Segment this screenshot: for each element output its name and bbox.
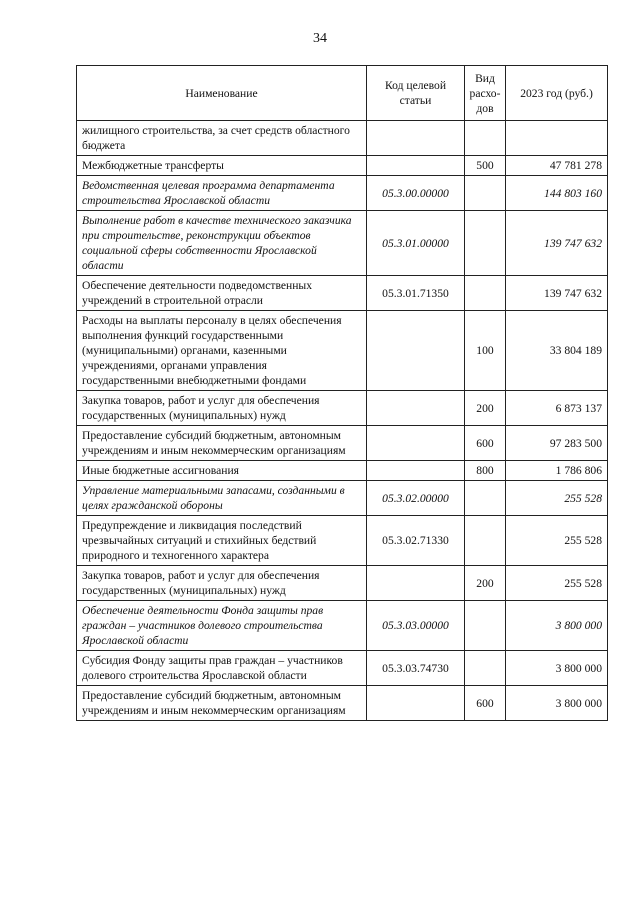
row-kind xyxy=(465,516,506,566)
row-kind xyxy=(465,211,506,276)
row-code xyxy=(367,311,465,391)
table-header-row xyxy=(77,66,608,121)
row-code: 05.3.03.74730 xyxy=(367,651,465,686)
row-name: Иные бюджетные ассигнования xyxy=(77,461,367,481)
row-kind xyxy=(465,276,506,311)
row-sum: 139 747 632 xyxy=(506,211,608,276)
row-code: 05.3.02.71330 xyxy=(367,516,465,566)
row-code xyxy=(367,426,465,461)
row-sum: 1 786 806 xyxy=(506,461,608,481)
row-name: Предупреждение и ликвидация последствий чрезвычайных ситуаций и стихийных бедствий природного и техногенного характера xyxy=(77,516,367,566)
row-code xyxy=(367,686,465,721)
row-code xyxy=(367,156,465,176)
row-name: Предоставление субсидий бюджетным, автономным учреждениям и иным некоммерческим организациям xyxy=(77,426,367,461)
row-name: Расходы на выплаты персоналу в целях обеспечения выполнения функций государственными (муниципальными) органами, казенными учреждениями, органами управления государственными внебюджетными фондами xyxy=(77,311,367,391)
row-sum xyxy=(506,121,608,156)
row-code: 05.3.01.71350 xyxy=(367,276,465,311)
row-name: жилищного строительства, за счет средств областного бюджета xyxy=(77,121,367,156)
table-row xyxy=(77,121,608,156)
row-sum: 3 800 000 xyxy=(506,601,608,651)
row-code: 05.3.03.00000 xyxy=(367,601,465,651)
row-kind: 100 xyxy=(465,311,506,391)
row-kind: 800 xyxy=(465,461,506,481)
row-kind xyxy=(465,121,506,156)
row-sum: 33 804 189 xyxy=(506,311,608,391)
row-kind: 200 xyxy=(465,566,506,601)
table-row xyxy=(77,391,608,426)
table-row xyxy=(77,176,608,211)
row-kind xyxy=(465,481,506,516)
row-code: 05.3.02.00000 xyxy=(367,481,465,516)
row-name: Закупка товаров, работ и услуг для обеспечения государственных (муниципальных) нужд xyxy=(77,391,367,426)
header-sum: 2023 год (руб.) xyxy=(506,66,608,121)
header-name: Наименование xyxy=(77,66,367,121)
table-row xyxy=(77,481,608,516)
row-kind xyxy=(465,601,506,651)
row-code xyxy=(367,566,465,601)
row-code xyxy=(367,461,465,481)
table-row xyxy=(77,516,608,566)
row-name: Закупка товаров, работ и услуг для обеспечения государственных (муниципальных) нужд xyxy=(77,566,367,601)
row-sum: 47 781 278 xyxy=(506,156,608,176)
row-sum: 255 528 xyxy=(506,481,608,516)
row-name: Обеспечение деятельности подведомственных учреждений в строительной отрасли xyxy=(77,276,367,311)
row-sum: 144 803 160 xyxy=(506,176,608,211)
budget-table xyxy=(76,65,608,721)
row-kind: 600 xyxy=(465,686,506,721)
row-name: Межбюджетные трансферты xyxy=(77,156,367,176)
row-code xyxy=(367,121,465,156)
page-number: 34 xyxy=(313,31,327,46)
row-code: 05.3.01.00000 xyxy=(367,211,465,276)
row-name: Обеспечение деятельности Фонда защиты прав граждан – участников долевого строительства Ярославской области xyxy=(77,601,367,651)
row-name: Управление материальными запасами, созданными в целях гражданской обороны xyxy=(77,481,367,516)
table-row xyxy=(77,426,608,461)
row-kind: 200 xyxy=(465,391,506,426)
row-name: Выполнение работ в качестве технического заказчика при строительстве, реконструкции объектов социальной сферы собственности Ярославской области xyxy=(77,211,367,276)
row-sum: 3 800 000 xyxy=(506,686,608,721)
header-code: Код целевой статьи xyxy=(367,66,465,121)
row-sum: 97 283 500 xyxy=(506,426,608,461)
table-row xyxy=(77,156,608,176)
table-row xyxy=(77,461,608,481)
row-sum: 3 800 000 xyxy=(506,651,608,686)
row-sum: 139 747 632 xyxy=(506,276,608,311)
row-sum: 255 528 xyxy=(506,566,608,601)
table-row xyxy=(77,686,608,721)
table-row xyxy=(77,566,608,601)
table-row xyxy=(77,651,608,686)
row-kind xyxy=(465,651,506,686)
table-row xyxy=(77,601,608,651)
row-sum: 255 528 xyxy=(506,516,608,566)
row-name: Предоставление субсидий бюджетным, автономным учреждениям и иным некоммерческим организациям xyxy=(77,686,367,721)
table-row xyxy=(77,311,608,391)
row-name: Субсидия Фонду защиты прав граждан – участников долевого строительства Ярославской области xyxy=(77,651,367,686)
row-name: Ведомственная целевая программа департамента строительства Ярославской области xyxy=(77,176,367,211)
row-kind xyxy=(465,176,506,211)
row-kind: 500 xyxy=(465,156,506,176)
table-row xyxy=(77,276,608,311)
table-row xyxy=(77,211,608,276)
row-kind: 600 xyxy=(465,426,506,461)
row-code: 05.3.00.00000 xyxy=(367,176,465,211)
row-code xyxy=(367,391,465,426)
header-kind: Вид расхо-дов xyxy=(465,66,506,121)
row-sum: 6 873 137 xyxy=(506,391,608,426)
